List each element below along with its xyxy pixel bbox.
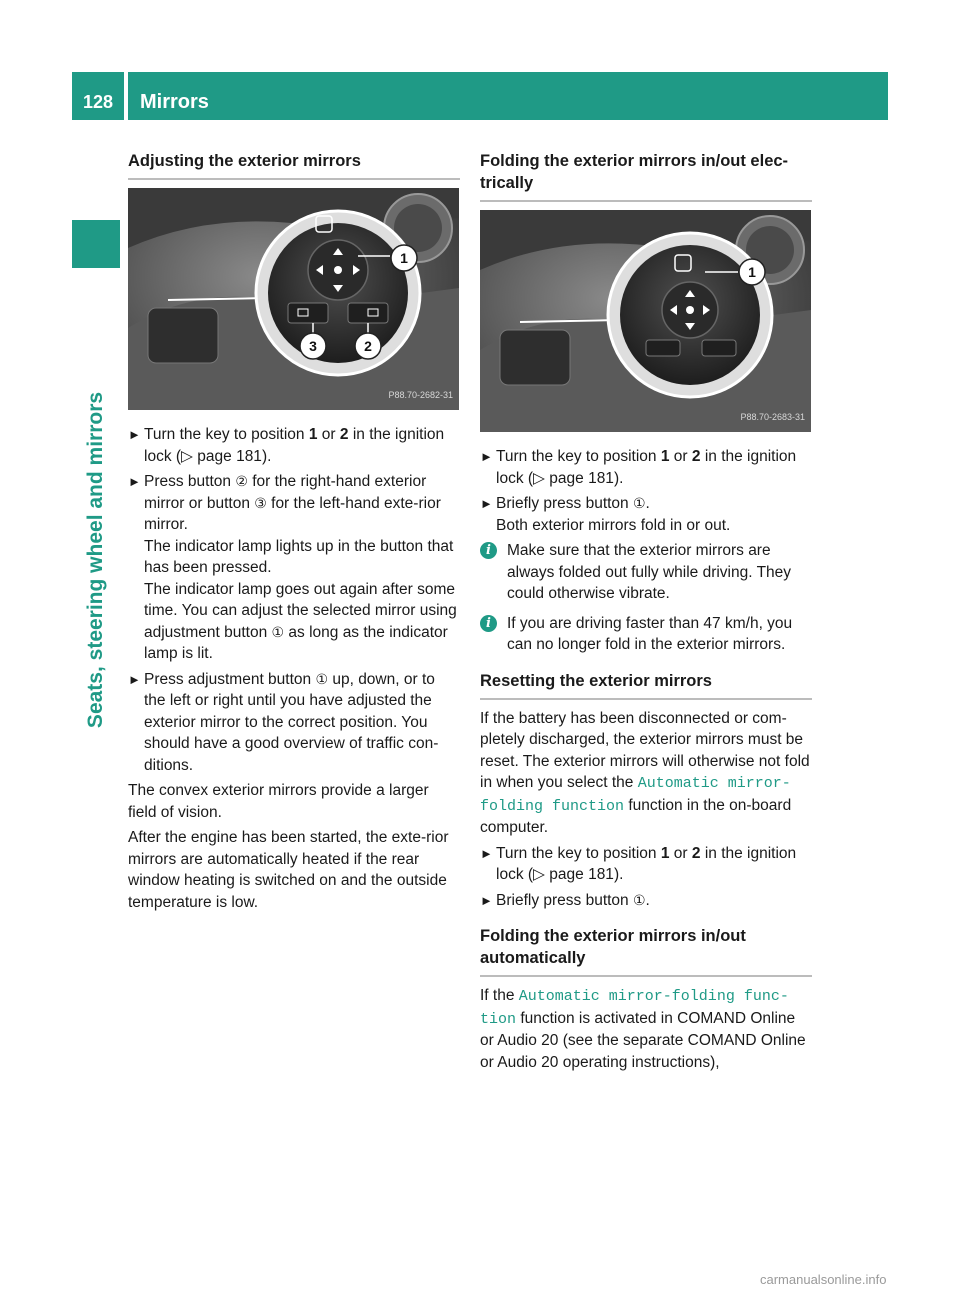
info-note: [480, 613, 812, 656]
paragraph: After the engine has been started, the exte-rior mirrors are automatically heated if the rear window heating is switched on and the outside temperature is low.: [128, 829, 449, 911]
step-item: [128, 669, 460, 777]
step-text: Turn the key to position: [144, 426, 309, 443]
step-result: The indicator lamp lights up in the button that has been pressed.: [144, 537, 454, 576]
callout-3-label: 3: [309, 338, 317, 354]
step-text: in the ignition lock (: [496, 844, 797, 883]
position-number: 2: [339, 426, 349, 443]
callout-ref: ②: [235, 473, 248, 489]
step-text: or: [669, 844, 692, 862]
heading-rule: [480, 200, 812, 202]
subheading: Resetting the exterior mirrors: [480, 671, 712, 690]
position-number: 2: [691, 844, 701, 862]
step-item: [480, 493, 812, 536]
page-ref-triangle-icon: ▷: [533, 469, 545, 487]
page-number: 128: [82, 92, 114, 112]
mirror-adjust-illustration: [128, 188, 459, 410]
step-text: in the ignition lock (: [496, 448, 797, 487]
page-ref-triangle-icon: ▷: [181, 447, 193, 465]
step-text: Press button: [144, 473, 236, 490]
footer-watermark: carmanualsonline.info: [760, 1272, 887, 1287]
callout-2-label: 2: [364, 338, 372, 354]
page-ref[interactable]: page 181: [549, 866, 614, 883]
step-item: [480, 843, 812, 886]
info-text: Make sure that the exterior mirrors are always folded out fully while driving. They could otherwise vibrate.: [507, 542, 792, 602]
paragraph-text: If the: [480, 987, 519, 1004]
paragraph-text: If the battery has been disconnected or com-pletely discharged, the exterior mirrors must be reset. The exterior mirrors will otherwise not fold in when you select the: [480, 709, 810, 791]
info-note: [480, 540, 812, 605]
paragraph-text: function is activated in COMAND Online or Audio 20 (see the separate COMAND Online or Audio 20 operating instructions),: [480, 1009, 806, 1071]
menu-item-code: Automatic mirror-folding func-tion: [480, 988, 789, 1028]
menu-item-code: Automatic mirror-folding function: [480, 775, 791, 815]
step-text: Turn the key to position: [496, 448, 661, 465]
figure-code: P88.70-2682-31: [388, 389, 453, 400]
arrow-right-icon: ►: [128, 474, 141, 489]
paragraph: [480, 985, 812, 1073]
arrow-right-icon: ►: [480, 845, 493, 861]
arrow-right-icon: ►: [480, 449, 493, 464]
paragraph: [480, 708, 812, 839]
callout-ref: ③: [254, 494, 267, 511]
mirror-fold-figure: [480, 210, 811, 432]
step-text: Briefly press button: [496, 495, 633, 512]
step-item: [128, 424, 460, 467]
callout-ref: ①: [632, 495, 646, 511]
page-ref[interactable]: page 181: [549, 469, 614, 487]
step-text: Turn the key to position: [496, 844, 661, 862]
heading-rule: [480, 975, 812, 977]
position-number: 1: [308, 426, 318, 443]
step-text: up, down, or to the left or right until you have adjusted the exterior mirror to the correct position. You should have a good overview of traffic con-ditions.: [144, 670, 439, 774]
step-text: .: [645, 495, 650, 512]
step-text: for the left-hand exte-rior mirror.: [144, 494, 441, 533]
step-item: [480, 446, 812, 489]
step-text: ).: [261, 447, 272, 465]
step-text: in the ignition lock (: [144, 426, 445, 465]
position-number: 2: [691, 448, 701, 465]
step-text: Press adjustment button: [144, 670, 316, 688]
info-text: If you are driving faster than 47 km/h, you can no longer fold in the exterior mirrors.: [507, 614, 793, 653]
header-divider: [124, 72, 128, 120]
step-text: .: [645, 891, 650, 909]
arrow-right-icon: ►: [480, 496, 493, 511]
paragraph: The convex exterior mirrors provide a larger field of vision.: [128, 782, 429, 821]
left-heading: Adjusting the exterior mirrors: [128, 152, 361, 170]
subheading: Folding the exterior mirrors in/out automatically: [480, 927, 746, 967]
arrow-right-icon: ►: [128, 671, 141, 687]
step-text: ).: [613, 866, 624, 883]
step-item: [480, 890, 812, 912]
mirror-adjust-figure: [128, 188, 459, 410]
mirror-fold-illustration: [480, 210, 811, 432]
step-result: as long as the indicator lamp is lit.: [144, 623, 448, 662]
position-number: 1: [660, 448, 670, 465]
arrow-right-icon: ►: [128, 427, 141, 442]
info-icon: i: [480, 615, 497, 632]
heading-rule: [480, 698, 812, 700]
heading-rule: [128, 178, 460, 180]
page-ref-triangle-icon: ▷: [533, 866, 545, 883]
step-text: for the right-hand exterior mirror or button: [144, 473, 427, 512]
figure-code: P88.70-2683-31: [740, 411, 805, 422]
step-item: [128, 471, 460, 665]
callout-ref: ①: [271, 623, 285, 640]
callout-1-label: 1: [748, 264, 756, 280]
section-title: Mirrors: [140, 91, 209, 113]
info-icon: i: [480, 542, 497, 559]
arrow-right-icon: ►: [480, 892, 493, 908]
step-text: or: [669, 448, 692, 465]
step-text: or: [317, 426, 340, 443]
callout-ref: ①: [632, 891, 646, 908]
step-text: ).: [613, 469, 624, 487]
right-heading: Folding the exterior mirrors in/out elec-trically: [480, 152, 789, 192]
side-chapter-text: Seats, steering wheel and mirrors: [84, 391, 107, 729]
page-ref[interactable]: page 181: [197, 447, 262, 465]
step-result: Both exterior mirrors fold in or out.: [496, 516, 731, 534]
position-number: 1: [660, 844, 670, 862]
right-column: [480, 150, 812, 1077]
step-text: Briefly press button: [496, 891, 633, 909]
left-column: [128, 150, 460, 917]
step-result: The indicator lamp goes out again after some time. You can adjust the selected mirror using adjustment button: [144, 580, 457, 641]
callout-1-label: 1: [400, 250, 408, 266]
paragraph-text: function in the on-board computer.: [480, 796, 792, 836]
callout-ref: ①: [315, 670, 329, 687]
